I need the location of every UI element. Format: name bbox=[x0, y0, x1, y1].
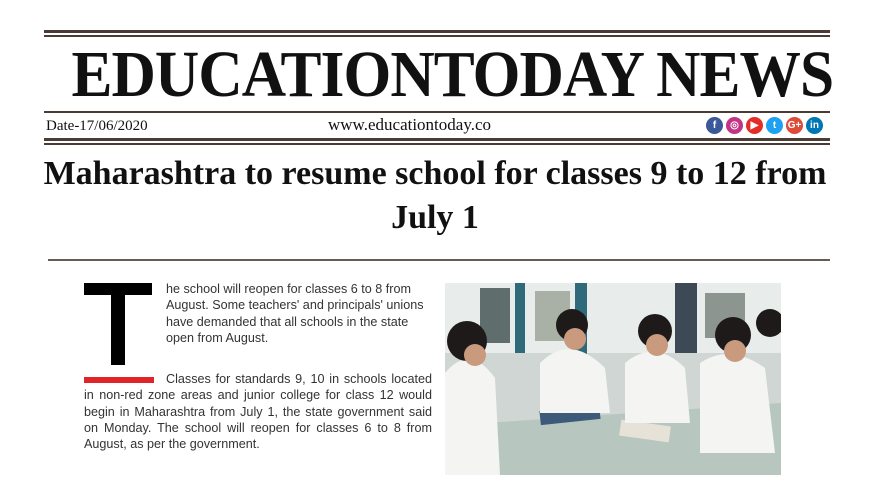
article-paragraph-1: he school will reopen for classes 6 to 8 from August. Some teachers' and principals' unions have demanded that all schools in the state open from August. bbox=[166, 282, 424, 345]
article-paragraph-2: Classes for standards 9, 10 in schools located in non-red zone areas and junior college for class 12 would begin in Maharashtra from July 1, the state government said on Monday. The school will reopen for classes 6 to 8 from August, as per the government. bbox=[84, 372, 432, 452]
header-rule bbox=[44, 138, 830, 141]
top-rule bbox=[44, 30, 830, 33]
issue-date: Date-17/06/2020 bbox=[46, 118, 148, 134]
article-headline: Maharashtra to resume school for classes 9 to 12 from July 1 bbox=[43, 155, 827, 236]
linkedin-icon[interactable]: in bbox=[806, 117, 823, 134]
top-rule-2 bbox=[44, 35, 830, 37]
classroom-photo bbox=[445, 283, 781, 475]
header-rule-2 bbox=[44, 143, 830, 145]
instagram-icon[interactable]: ◎ bbox=[726, 117, 743, 134]
headline-rule bbox=[48, 259, 830, 261]
youtube-icon[interactable]: ▶ bbox=[746, 117, 763, 134]
masthead-title: EDUCATIONTODAY NEWS bbox=[71, 38, 834, 111]
social-icons bbox=[706, 117, 823, 134]
drop-cap bbox=[84, 283, 152, 365]
website-link[interactable]: www.educationtoday.co bbox=[328, 115, 492, 134]
twitter-icon[interactable]: t bbox=[766, 117, 783, 134]
masthead-rule bbox=[44, 111, 830, 113]
facebook-icon[interactable]: f bbox=[706, 117, 723, 134]
google-plus-icon[interactable]: G+ bbox=[786, 117, 803, 134]
